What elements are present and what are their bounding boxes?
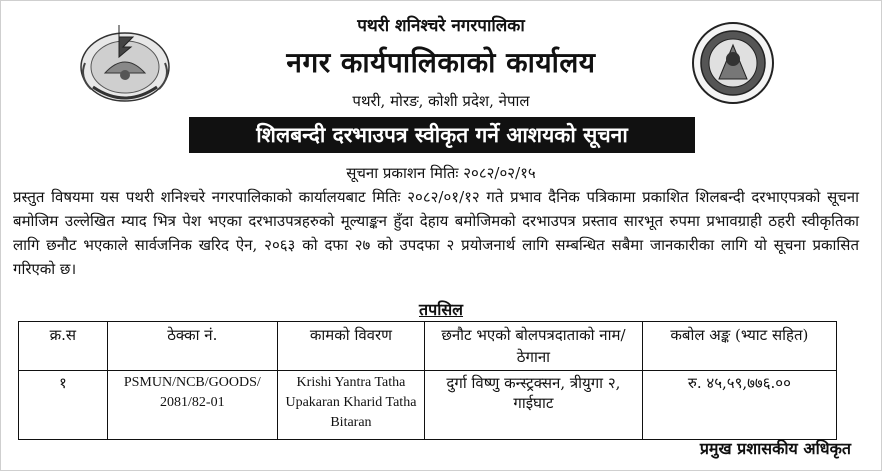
municipality-name: पथरी शनिश्चरे नगरपालिका xyxy=(357,16,525,36)
cell-amount: रु. ४५,५९,७७६.०० xyxy=(642,371,836,440)
cell-contract-no: PSMUN/NCB/GOODS/ 2081/82-01 xyxy=(107,371,277,440)
office-address: पथरी, मोरङ, कोशी प्रदेश, नेपाल xyxy=(352,92,530,110)
cell-bidder: दुर्गा विष्णु कन्स्ट्रक्सन, त्रीयुगा २, गाईघाट xyxy=(425,371,643,440)
table-row xyxy=(19,371,837,440)
header-description: कामको विवरण xyxy=(277,322,424,371)
bid-table xyxy=(18,321,837,440)
publication-date: सूचना प्रकाशन मितिः २०८२/०२/१५ xyxy=(346,164,536,182)
cell-sn: १ xyxy=(19,371,108,440)
header-bidder: छनौट भएको बोलपत्रदाताको नाम/ठेगाना xyxy=(425,322,643,371)
notice-body: प्रस्तुत विषयमा यस पथरी शनिश्चरे नगरपालिकाको कार्यालयबाट मितिः २०८२/०१/१२ गते प्रभाव दैनिक पत्रिकामा प्रकाशित शिलबन्दी दरभाएपत्रको सूचना बमोजिम उल्लेखित म्याद भित्र पेश भएका दरभाउपत्रहरुको मूल्याङ्कन हुँदा देहाय बमोजिमको दरभाउपत्र प्रस्ताव सारभूत रुपमा प्रभावग्राही ठहरी स्वीकृतिका लागि छनौट भएकाले सार्वजनिक खरिद ऐन, २०६३ को दफा २७ को उपदफा २ प्रयोजनार्थ लागि सम्बन्धित सबैमा जानकारीका लागि यो सूचना प्रकासित गरिएको छ। xyxy=(13,188,859,278)
schedule-title: तपसिल xyxy=(418,300,464,319)
notice-title: शिलबन्दी दरभाउपत्र स्वीकृत गर्ने आशयको सूचना xyxy=(256,122,628,147)
header-contract-no: ठेक्का नं. xyxy=(107,322,277,371)
header-amount: कबोल अङ्क (भ्याट सहित) xyxy=(642,322,836,371)
office-title: नगर कार्यपालिकाको कार्यालय xyxy=(286,46,596,79)
table-header-row xyxy=(19,322,837,371)
notice-banner xyxy=(189,117,695,153)
header-sn: क्र.स xyxy=(19,322,108,371)
signatory-title: प्रमुख प्रशासकीय अधिकृत xyxy=(699,439,851,458)
cell-description: Krishi Yantra Tatha Upakaran Kharid Tatha Bitaran xyxy=(277,371,424,440)
